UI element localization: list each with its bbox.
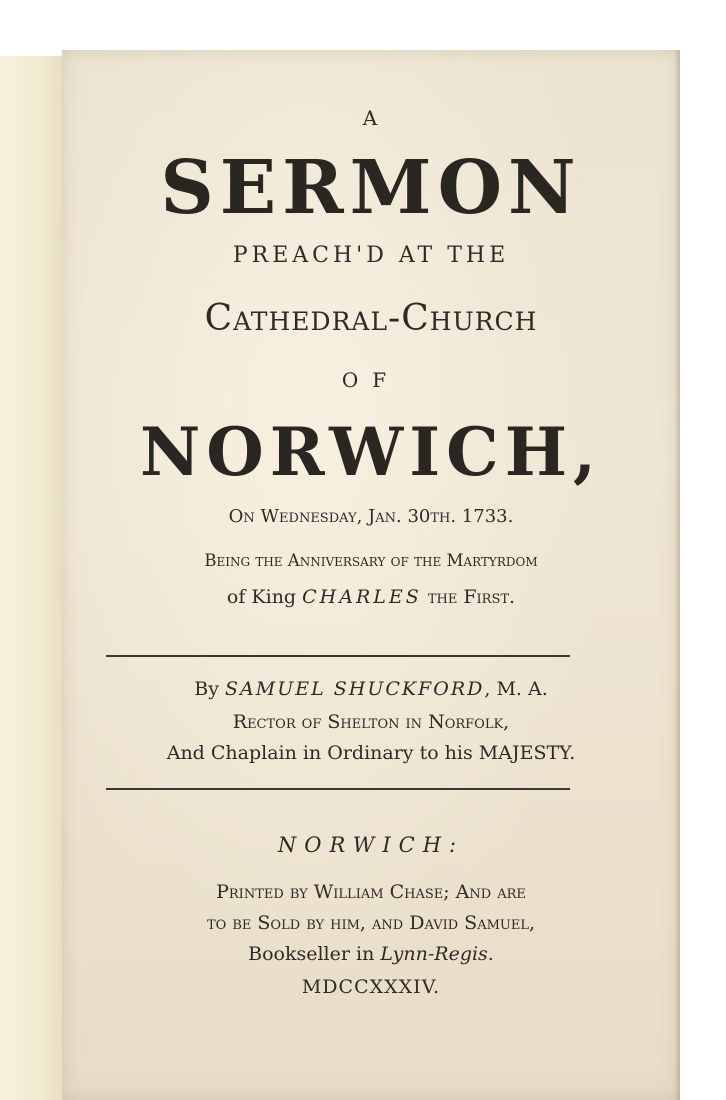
title-norwich: NORWICH, — [139, 413, 603, 491]
author-by: By — [194, 678, 225, 700]
imprint-line-2: to be Sold by him, and David Samuel, — [206, 912, 536, 934]
title-of: OF — [341, 368, 401, 392]
imprint-place-lynn: Lynn-Regis. — [380, 943, 494, 965]
imprint-place: NORWICH: — [277, 833, 465, 857]
title-page — [62, 50, 680, 1100]
rule-bottom — [106, 788, 570, 790]
occasion-line-2 — [62, 586, 680, 608]
rule-top — [106, 655, 570, 657]
facing-page-edge — [0, 56, 64, 1100]
imprint-line-3-pre: Bookseller in — [248, 943, 381, 965]
imprint-year: MDCCXXXIV. — [301, 976, 441, 998]
title-article: A — [362, 106, 380, 130]
title-preached: PREACH'D AT THE — [232, 243, 510, 268]
occasion-line-2-post: the First. — [421, 586, 516, 608]
title-cathedral-church: Cathedral-Church — [204, 298, 538, 339]
author-chaplain: And Chaplain in Ordinary to his MAJESTY. — [166, 742, 576, 764]
author-line — [62, 678, 680, 700]
author-rector: Rector of Shelton in Norfolk, — [232, 711, 510, 733]
imprint-line-3 — [62, 943, 680, 965]
imprint-line-1: Printed by William Chase; And are — [216, 881, 526, 903]
title-sermon: SERMON — [160, 145, 582, 231]
occasion-line-2-pre: of King — [226, 586, 303, 608]
king-name: CHARLES — [302, 586, 422, 608]
date-line: On Wednesday, Jan. 30th. 1733. — [228, 506, 514, 527]
occasion-line-1: Being the Anniversary of the Martyrdom — [204, 551, 538, 570]
author-degree: , M. A. — [484, 678, 548, 700]
author-name: SAMUEL SHUCKFORD — [225, 678, 485, 700]
